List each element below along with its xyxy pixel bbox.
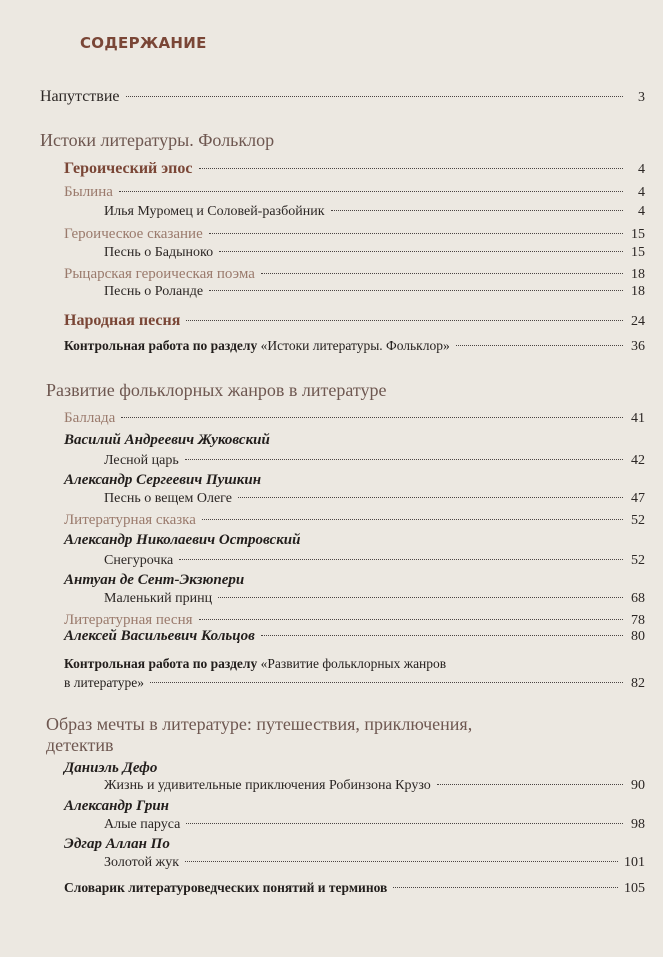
toc-entry-prophetic-oleg[interactable] <box>104 491 645 507</box>
entry-title: Снегурочка <box>104 553 174 568</box>
toc-entry-gold-bug[interactable] <box>104 855 645 871</box>
author-grin: Александр Грин <box>64 798 169 814</box>
entry-title-line2: в литературе» <box>64 675 144 690</box>
page-title: СОДЕРЖАНИЕ <box>80 34 207 52</box>
entry-title: Песнь о Бадыноко <box>104 245 214 260</box>
dot-leader <box>186 320 623 321</box>
page-number: 52 <box>631 553 645 568</box>
entry-title: Жизнь и удивительные приключения Робинзона Крузо <box>104 778 431 793</box>
toc-entry-knight-poem[interactable] <box>64 266 645 283</box>
entry-title: Литературная сказка <box>64 512 196 528</box>
entry-title: Маленький принц <box>104 591 213 606</box>
dot-leader <box>209 233 623 234</box>
page-number: 18 <box>631 284 645 299</box>
page-number: 4 <box>638 185 645 200</box>
toc-entry-roland[interactable] <box>104 284 645 300</box>
entry-title: Алексей Васильевич Кольцов <box>64 628 255 644</box>
entry-title: Литературная песня <box>64 612 193 628</box>
dot-leader <box>126 96 623 97</box>
section-heading-dream: Образ мечты в литературе: путешествия, приключения, <box>46 714 473 734</box>
page-number: 90 <box>631 778 645 793</box>
dot-leader <box>199 619 623 620</box>
dot-leader <box>437 784 623 785</box>
entry-title: Лесной царь <box>104 453 179 468</box>
page-number: 101 <box>624 855 645 870</box>
page-number: 4 <box>638 204 645 219</box>
entry-title: Напутствие <box>40 88 120 105</box>
dot-leader <box>238 497 623 498</box>
entry-title-bold: Контрольная работа по разделу <box>64 338 261 353</box>
page-number: 15 <box>631 245 645 260</box>
entry-title: Народная песня <box>64 312 181 329</box>
dot-leader <box>331 210 624 211</box>
page-number: 3 <box>638 90 645 105</box>
toc-entry-glossary[interactable] <box>64 880 645 897</box>
dot-leader <box>456 345 623 346</box>
entry-title: Баллада <box>64 410 116 426</box>
dot-leader <box>121 417 623 418</box>
entry-title: Словарик литературоведческих понятий и терминов <box>64 880 388 895</box>
page-number: 18 <box>631 267 645 282</box>
dot-leader <box>185 459 623 460</box>
dot-leader <box>209 290 623 291</box>
dot-leader <box>119 191 623 192</box>
toc-entry-folk-song[interactable] <box>64 312 645 330</box>
entry-title-section: «Развитие фольклорных жанров <box>260 656 447 671</box>
author-ostrovsky: Александр Николаевич Островский <box>64 532 301 548</box>
toc-entry-test-2[interactable] <box>64 675 645 692</box>
author-poe: Эдгар Аллан По <box>64 836 170 852</box>
toc-entry-test-1[interactable] <box>64 338 645 355</box>
author-saint-exupery: Антуан де Сент-Экзюпери <box>64 572 245 588</box>
entry-title: Рыцарская героическая поэма <box>64 266 255 282</box>
toc-entry-test-2-line1 <box>64 656 446 672</box>
page-number: 78 <box>631 613 645 628</box>
dot-leader <box>150 682 623 683</box>
dot-leader <box>261 273 623 274</box>
dot-leader <box>185 861 618 862</box>
entry-title: Героическое сказание <box>64 226 203 242</box>
toc-entry-forest-king[interactable] <box>104 453 645 469</box>
section-heading-folklore-genres: Развитие фольклорных жанров в литературе <box>46 380 387 400</box>
page-number: 52 <box>631 513 645 528</box>
toc-entry-literary-song[interactable] <box>64 612 645 629</box>
dot-leader <box>261 635 623 636</box>
entry-title-section: «Истоки литературы. Фольклор» <box>260 338 450 353</box>
dot-leader <box>186 823 623 824</box>
author-defoe: Даниэль Дефо <box>64 760 158 776</box>
toc-entry-heroic-epic[interactable] <box>64 160 645 178</box>
dot-leader <box>219 251 623 252</box>
toc-entry-ilya-muromets[interactable] <box>104 204 645 220</box>
page-number: 105 <box>624 881 645 896</box>
entry-title-bold: Контрольная работа по разделу <box>64 656 261 671</box>
page-number: 4 <box>638 162 645 177</box>
section-heading-dream-line2: детектив <box>46 735 114 755</box>
toc-entry-foreword[interactable] <box>40 88 645 106</box>
page-number: 80 <box>631 629 645 644</box>
page-number: 36 <box>631 339 645 354</box>
toc-entry-bylina[interactable] <box>64 184 645 201</box>
page-number: 24 <box>631 314 645 329</box>
page-number: 41 <box>631 411 645 426</box>
page-number: 98 <box>631 817 645 832</box>
entry-title: Алые паруса <box>104 817 181 832</box>
dot-leader <box>393 887 618 888</box>
entry-title: Былина <box>64 184 113 200</box>
entry-title: Героический эпос <box>64 160 193 177</box>
page-number: 42 <box>631 453 645 468</box>
entry-title: Песнь о Роланде <box>104 284 204 299</box>
author-zhukovsky: Василий Андреевич Жуковский <box>64 432 270 448</box>
author-pushkin: Александр Сергеевич Пушкин <box>64 472 262 488</box>
dot-leader <box>199 168 624 169</box>
toc-entry-ballad[interactable] <box>64 410 645 427</box>
entry-title: Илья Муромец и Соловей-разбойник <box>104 204 325 219</box>
toc-entry-heroic-tale[interactable] <box>64 226 645 243</box>
page-number: 15 <box>631 227 645 242</box>
toc-entry-literary-tale[interactable] <box>64 512 645 529</box>
toc-entry-snegurochka[interactable] <box>104 553 645 569</box>
page-number: 82 <box>631 676 645 691</box>
dot-leader <box>179 559 623 560</box>
page-number: 47 <box>631 491 645 506</box>
entry-title: Песнь о вещем Олеге <box>104 491 232 506</box>
toc-entry-koltsov[interactable] <box>64 628 645 645</box>
section-heading-folklore: Истоки литературы. Фольклор <box>40 130 275 150</box>
toc-entry-robinson[interactable] <box>104 778 645 794</box>
toc-entry-little-prince[interactable] <box>104 591 645 607</box>
dot-leader <box>218 597 623 598</box>
toc-entry-scarlet-sails[interactable] <box>104 817 645 833</box>
page-number: 68 <box>631 591 645 606</box>
toc-entry-badynoko[interactable] <box>104 245 645 261</box>
dot-leader <box>202 519 623 520</box>
entry-title: Золотой жук <box>104 855 180 870</box>
